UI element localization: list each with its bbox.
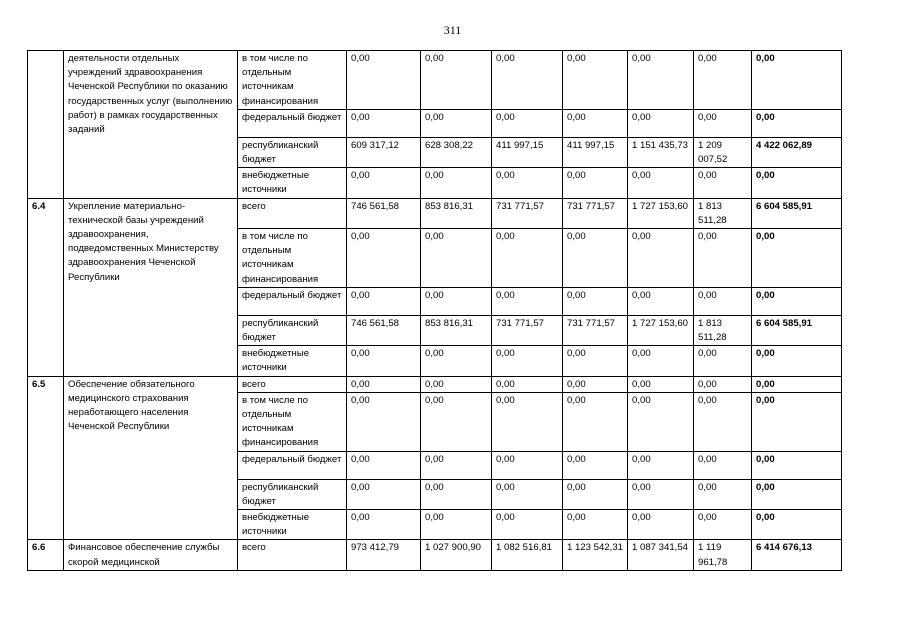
year-value: 0,00 (694, 109, 752, 137)
year-value: 853 816,31 (421, 198, 492, 228)
year-value: 0,00 (694, 168, 752, 198)
year-value: 0,00 (421, 376, 492, 392)
year-value: 0,00 (563, 376, 628, 392)
year-value: 1 087 341,54 (628, 540, 694, 570)
year-value: 0,00 (492, 168, 563, 198)
year-value: 0,00 (347, 392, 421, 451)
year-value: 0,00 (628, 479, 694, 509)
year-value: 0,00 (492, 346, 563, 376)
year-value: 0,00 (492, 109, 563, 137)
year-value: 1 813 511,28 (694, 315, 752, 345)
year-value: 0,00 (421, 51, 492, 110)
table-row (28, 540, 842, 570)
year-value: 1 123 542,31 (563, 540, 628, 570)
funding-source: внебюджетные источники (238, 168, 347, 198)
year-value: 853 816,31 (421, 315, 492, 345)
year-value: 0,00 (347, 168, 421, 198)
total-value: 0,00 (752, 109, 842, 137)
year-value: 0,00 (563, 168, 628, 198)
total-value: 0,00 (752, 229, 842, 288)
total-value: 0,00 (752, 168, 842, 198)
year-value: 0,00 (563, 51, 628, 110)
funding-source: внебюджетные источники (238, 346, 347, 376)
year-value: 628 308,22 (421, 137, 492, 167)
funding-source: всего (238, 540, 347, 570)
year-value: 746 561,58 (347, 315, 421, 345)
year-value: 731 771,57 (563, 315, 628, 345)
year-value: 1 209 007,52 (694, 137, 752, 167)
year-value: 0,00 (347, 510, 421, 540)
item-number (28, 51, 64, 199)
year-value: 0,00 (347, 287, 421, 315)
year-value: 0,00 (694, 392, 752, 451)
item-title: Финансовое обеспечение службы скорой медицинской (64, 540, 238, 570)
year-value: 0,00 (694, 451, 752, 479)
year-value: 0,00 (492, 392, 563, 451)
year-value: 0,00 (628, 346, 694, 376)
item-number: 6.5 (28, 376, 64, 540)
year-value: 0,00 (628, 109, 694, 137)
year-value: 1 727 153,60 (628, 315, 694, 345)
year-value: 0,00 (492, 376, 563, 392)
funding-source: федеральный бюджет (238, 287, 347, 315)
budget-table (27, 50, 842, 571)
total-value: 6 414 676,13 (752, 540, 842, 570)
total-value: 0,00 (752, 510, 842, 540)
table-row (28, 376, 842, 392)
item-title: Обеспечение обязательного медицинского страхования неработающего населения Чеченской Республики (64, 376, 238, 540)
total-value: 0,00 (752, 392, 842, 451)
funding-source: внебюджетные источники (238, 510, 347, 540)
year-value: 411 997,15 (563, 137, 628, 167)
year-value: 0,00 (421, 510, 492, 540)
total-value: 6 604 585,91 (752, 198, 842, 228)
year-value: 0,00 (421, 229, 492, 288)
year-value: 1 151 435,73 (628, 137, 694, 167)
year-value: 0,00 (563, 479, 628, 509)
year-value: 0,00 (694, 51, 752, 110)
funding-source: в том числе по отдельным источникам финансирования (238, 392, 347, 451)
year-value: 0,00 (421, 287, 492, 315)
total-value: 0,00 (752, 51, 842, 110)
year-value: 0,00 (563, 510, 628, 540)
funding-source: всего (238, 198, 347, 228)
year-value: 0,00 (628, 451, 694, 479)
year-value: 973 412,79 (347, 540, 421, 570)
year-value: 0,00 (563, 346, 628, 376)
table-row (28, 51, 842, 110)
year-value: 0,00 (492, 229, 563, 288)
total-value: 6 604 585,91 (752, 315, 842, 345)
year-value: 0,00 (421, 451, 492, 479)
year-value: 0,00 (492, 287, 563, 315)
funding-source: республиканский бюджет (238, 137, 347, 167)
page-number: 311 (443, 23, 462, 37)
year-value: 0,00 (421, 109, 492, 137)
year-value: 0,00 (347, 109, 421, 137)
year-value: 0,00 (628, 229, 694, 288)
year-value: 0,00 (628, 168, 694, 198)
year-value: 0,00 (421, 392, 492, 451)
total-value: 0,00 (752, 376, 842, 392)
year-value: 0,00 (694, 346, 752, 376)
year-value: 0,00 (628, 376, 694, 392)
total-value: 0,00 (752, 451, 842, 479)
year-value: 1 082 516,81 (492, 540, 563, 570)
year-value: 1 813 511,28 (694, 198, 752, 228)
year-value: 0,00 (694, 510, 752, 540)
year-value: 0,00 (347, 451, 421, 479)
year-value: 0,00 (563, 451, 628, 479)
year-value: 0,00 (694, 479, 752, 509)
year-value: 0,00 (628, 287, 694, 315)
item-number: 6.4 (28, 198, 64, 376)
year-value: 0,00 (628, 392, 694, 451)
funding-source: всего (238, 376, 347, 392)
funding-source: в том числе по отдельным источникам финансирования (238, 229, 347, 288)
funding-source: федеральный бюджет (238, 109, 347, 137)
year-value: 0,00 (492, 479, 563, 509)
year-value: 0,00 (421, 479, 492, 509)
year-value: 1 027 900,90 (421, 540, 492, 570)
year-value: 731 771,57 (492, 315, 563, 345)
total-value: 0,00 (752, 287, 842, 315)
year-value: 0,00 (347, 229, 421, 288)
year-value: 0,00 (628, 51, 694, 110)
year-value: 0,00 (628, 510, 694, 540)
year-value: 609 317,12 (347, 137, 421, 167)
year-value: 0,00 (347, 376, 421, 392)
year-value: 0,00 (421, 168, 492, 198)
year-value: 0,00 (347, 479, 421, 509)
total-value: 4 422 062,89 (752, 137, 842, 167)
year-value: 411 997,15 (492, 137, 563, 167)
year-value: 0,00 (694, 229, 752, 288)
year-value: 0,00 (563, 287, 628, 315)
funding-source: республиканский бюджет (238, 315, 347, 345)
year-value: 0,00 (421, 346, 492, 376)
total-value: 0,00 (752, 479, 842, 509)
year-value: 0,00 (347, 51, 421, 110)
year-value: 0,00 (563, 229, 628, 288)
item-title: Укрепление материально-технической базы учреждений здравоохранения, подведомственных Министерству здравоохранения Чеченской Республики (64, 198, 238, 376)
year-value: 1 119 961,78 (694, 540, 752, 570)
year-value: 0,00 (347, 346, 421, 376)
total-value: 0,00 (752, 346, 842, 376)
year-value: 0,00 (492, 451, 563, 479)
year-value: 0,00 (492, 51, 563, 110)
funding-source: республиканский бюджет (238, 479, 347, 509)
funding-source: федеральный бюджет (238, 451, 347, 479)
year-value: 0,00 (563, 109, 628, 137)
year-value: 0,00 (694, 376, 752, 392)
funding-source: в том числе по отдельным источникам финансирования (238, 51, 347, 110)
item-number: 6.6 (28, 540, 64, 570)
year-value: 731 771,57 (563, 198, 628, 228)
year-value: 746 561,58 (347, 198, 421, 228)
item-title: деятельности отдельных учреждений здравоохранения Чеченской Республики по оказанию государственных услуг (выполнению работ) в рамках государственных заданий (64, 51, 238, 199)
table-row (28, 198, 842, 228)
year-value: 731 771,57 (492, 198, 563, 228)
year-value: 0,00 (563, 392, 628, 451)
year-value: 0,00 (694, 287, 752, 315)
year-value: 1 727 153,60 (628, 198, 694, 228)
year-value: 0,00 (492, 510, 563, 540)
